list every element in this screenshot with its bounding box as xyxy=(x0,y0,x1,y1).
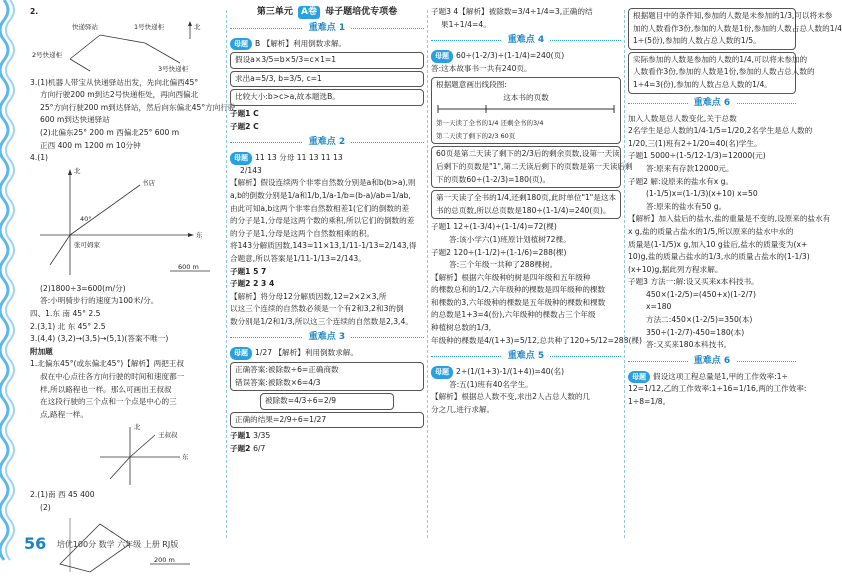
m2-line-5: 的分子是1,分母是这两个自然数相乘的积。 xyxy=(230,228,374,238)
c4b-line-2: x g,盐的质量占盐水的1/5,所以原来的盐水中水的 xyxy=(628,226,794,236)
east-label-3: 东 xyxy=(182,453,189,462)
m4b-line-6: 年级种的棵数是4/(1+3)=5/12,总共种了120÷5/12=288(棵) xyxy=(431,335,642,345)
analysis1-line-3: 1÷(5份),参加的人数占总人数的1/5。 xyxy=(633,36,761,46)
col1-line-a: (2)1800÷3=600(m/分) xyxy=(40,283,126,293)
m1-answer: B 【解析】利用倒数求解。 xyxy=(255,38,347,48)
col1-line-k: 2.(1)南 西 45 400 xyxy=(30,490,95,500)
box5-line: 被除数=4/3÷6=2/9 xyxy=(265,396,337,406)
c4-line-3: 1/20,三(1)班有2÷1/20=40(名)学生。 xyxy=(628,138,762,148)
analysis2-line-3: 1÷4=3(份),参加的人数占总人数的1/4。 xyxy=(633,79,772,89)
col1-line-h: 样,所以路程也一样。那么可画出王叔叔 xyxy=(40,384,172,394)
m3-sub-2 xyxy=(230,443,424,456)
wang-route-diagram xyxy=(30,421,223,489)
c4-sub-2b: (1-1/5)x=(1-1/3)(x+10) x=50 xyxy=(646,189,758,199)
wang-label: 王叔叔 xyxy=(158,431,178,440)
explain2-line-1: 第一天读了全书的1/4,还剩180页,此时单位"1"是这本 xyxy=(436,193,617,203)
solution-box-6 xyxy=(230,412,424,429)
scale-label: 600 m xyxy=(178,262,199,271)
m4b-line-4: 的总数是1+3=4(份),六年级种的棵数占三个年级 xyxy=(431,310,596,320)
m2-line-7: 合题意,所以答案是1/11-1/13=2/143。 xyxy=(230,253,366,263)
box4-line-2: 错误答案:被除数×6=4/3 xyxy=(235,377,321,387)
c4-sub-3e: 350÷(1-2/7)-450=180(本) xyxy=(646,327,745,337)
series-name: 培优100分 xyxy=(56,539,97,549)
c4-sub-1: 子题1 5000÷(1-5/12-1/3)=12000(元) xyxy=(628,151,766,161)
m2-sub-2: 子题2 2 3 4 xyxy=(230,279,275,289)
mother-question-badge-4: 母题 xyxy=(431,50,453,63)
c4-line-2: 2名学生是总人数的1/4-1/5=1/20,2名学生是总人数的 xyxy=(628,126,813,136)
segment-day2: 第二天读了剩下的2/3 60页 xyxy=(436,131,516,140)
box4-line-1: 正确答案:被除数÷6=正确商数 xyxy=(235,365,339,375)
m4b-line-2: 的棵数总和的1/2,六年级种的棵数是四年级种的棵数 xyxy=(431,285,606,295)
unit-subtitle: 母子题培优专项卷 xyxy=(325,7,398,17)
page-number: 56 xyxy=(24,534,47,553)
box2-line: 求出a=5/3, b=3/5, c=1 xyxy=(235,73,322,83)
m4-line-1: 60÷(1-2/3)÷(1-1/4)=240(页) xyxy=(456,51,565,61)
unit-number: 第三单元 xyxy=(256,7,293,17)
section-header-6b: 重难点 6 xyxy=(628,355,796,369)
solution-box-1 xyxy=(230,52,424,69)
subject-name: 数学 xyxy=(98,539,115,549)
q4-line: 4.(1) xyxy=(30,153,49,163)
m2b-line-1: 【解析】将分母12分解质因数,12=2×2×3,所 xyxy=(230,291,387,301)
bonus-heading: 附加题 xyxy=(30,346,53,356)
box1-line: 假设a×3/5=b×5/3=c×1=1 xyxy=(235,55,337,65)
express-station-label: 快递驿站 xyxy=(72,22,98,31)
explain1-line-3: 下的页数60÷(1-2/3)=180(页)。 xyxy=(436,174,551,184)
c4b-line-3: 质量是(1-1/5)x g,加入10 g盐后,盐水的质量变为(x+ xyxy=(628,239,808,249)
explain1-line-2: 后剩下的页数是"1",第二天读后剩下的页数是第一天读后剩 xyxy=(436,161,633,171)
analysis-box-1 xyxy=(628,8,842,50)
analysis1-line-1: 根据题目中的条件知,参加的人数是未参加的1/3,可以将未参 xyxy=(633,11,833,20)
express-route-diagram xyxy=(30,19,223,77)
volume-name: 上册 xyxy=(143,539,160,549)
column-2 xyxy=(230,6,424,538)
column-divider-3 xyxy=(624,10,625,538)
col1-line-b: 答:小明骑步行的速度为100米/分。 xyxy=(40,296,159,306)
m2b-line-2: 以这三个连续的自然数必须是一个有2和3,2和3的倒 xyxy=(230,304,404,314)
c4-sub-3f: 答:又买来180本科技书。 xyxy=(646,340,732,350)
c4-line-1: 加入人数是总人数变化,关于总数 xyxy=(628,113,737,123)
column-divider-2 xyxy=(427,10,428,538)
col1-line-i: 在这段行驶的三个点和一个点是中心的三 xyxy=(40,397,177,407)
m2-line-3: 由此可知a,b这两个非零自然数相差1(它们的倒数的差 xyxy=(230,203,410,213)
unit-title xyxy=(230,6,424,19)
north-label-3: 北 xyxy=(134,423,141,432)
column-divider-1 xyxy=(226,10,227,538)
mother-question-badge-6: 母题 xyxy=(628,371,650,384)
col1-line-j: 点,路程一样。 xyxy=(40,409,88,419)
line-segment-box xyxy=(431,77,621,144)
c4-sub-3c: x=180 xyxy=(646,302,672,312)
explain2-line-2: 书的总页数,所以总页数是180÷(1-1/4)=240(页)。 xyxy=(436,205,611,215)
m4-sub-2b: 答:三个年级一共种了288棵树。 xyxy=(449,260,558,270)
m4-sub-2: 子题2 120÷(1-1/2)÷(1-1/6)=288(棵) xyxy=(431,247,567,257)
q3-line-3: 25°方向行驶200 m到达驿站，然后向东偏北45°方向行驶 xyxy=(40,102,236,112)
m3-sub-1 xyxy=(230,430,424,443)
section-header-2: 重难点 2 xyxy=(230,136,424,150)
mother-question-badge-3: 母题 xyxy=(230,347,252,360)
wang-map-svg xyxy=(30,421,223,489)
analysis1-line-2: 加的人数看作3份,参加的人数是1份,参加的人数占总人数的1/4 xyxy=(633,23,842,33)
q3-line-4: 600 m到达快递驿站 xyxy=(40,115,110,125)
solution-box-2 xyxy=(230,71,424,88)
m4-sub-1: 子题1 12÷(1-3/4)÷(1-1/4)=72(棵) xyxy=(431,222,557,232)
c4b-line-1: 【解析】加入盐后的盐水,盐的重量是不变的,设原来的盐水有 xyxy=(628,214,831,224)
m6-line-2: 12=1/12,乙的工作效率:1÷16=1/16,两的工作效率: xyxy=(628,384,807,394)
mother-question-badge-2: 母题 xyxy=(230,152,252,165)
m6-line-1: 假设这项工程总量是1,甲的工作效率:1÷ xyxy=(653,371,788,381)
bookstore-label: 书店 xyxy=(142,178,155,187)
east-label: 东 xyxy=(196,230,203,239)
m2-sub-1: 子题1 5 7 xyxy=(230,266,267,276)
explain-box-1 xyxy=(431,146,633,188)
mother-question-badge: 母题 xyxy=(230,38,252,51)
home-label: 张可姆家 xyxy=(74,240,100,249)
col1-line-g: 叔在中心点往各方向行驶的时间和速度都一 xyxy=(40,371,185,381)
m5-answer: 2÷(1/(1+3)-1/(1+4))=40(名) xyxy=(456,367,565,377)
c4b-line-4: 10)g,盐的质量占盐水的1/3,水的质量占盐水的(1-1/3) xyxy=(628,252,810,262)
q3-line-2: 方向行驶200 m到达2号快递柜处，再向西偏北 xyxy=(40,90,199,100)
cabinet-2-label: 2号快递柜 xyxy=(32,50,63,59)
m5-line-2: 分之几,进行求解。 xyxy=(431,405,495,415)
m5-conclusion: 答:五(1)班有40名学生。 xyxy=(449,379,533,389)
m3-sub-2-value: 6/7 xyxy=(253,444,266,454)
scale-label-3: 200 m xyxy=(154,556,175,565)
north-label: 北 xyxy=(194,22,201,31)
segment-bar xyxy=(436,105,616,113)
section-header-5: 重难点 5 xyxy=(431,350,621,364)
z3-line: 子题3 4【解析】被除数=3/4÷1/4=3,正确的结 xyxy=(431,7,593,16)
unit-badge: A卷 xyxy=(298,6,320,19)
mother-question-badge-5: 母题 xyxy=(431,366,453,379)
explain-box-2 xyxy=(431,190,621,219)
sub-question-1: 子题1 C xyxy=(230,108,259,118)
m3-sub-1-label: 子题1 xyxy=(230,431,251,441)
m2b-line-3: 数分别是1/2和1/3,所以这三个连续的自然数是2,3,4。 xyxy=(230,316,413,326)
solution-box-4 xyxy=(230,362,424,391)
m4-sub-1b: 答:该小学六(1)班原计划植树72棵。 xyxy=(449,234,571,244)
c4-sub-2c: 答:原来的盐水有50 g。 xyxy=(646,201,727,211)
analysis2-line-2: 人数看作3份,参加的人数是1份,参加的人数占总人数的 xyxy=(633,67,815,77)
m4b-line-3: 和棵数的3,六年级种的棵数是五年级种的棵数和棵数 xyxy=(431,297,606,307)
c4-sub-2: 子题2 解:设原来的盐水有x g。 xyxy=(628,176,734,186)
solution-box-3 xyxy=(230,89,424,106)
m4b-line-1: 【解析】根据六年级种的树是四年级和五年级种 xyxy=(431,272,591,282)
question-2-number: 2. xyxy=(30,7,39,16)
z3-line-2: 果1÷1/4=4。 xyxy=(441,19,491,29)
m3-sub-1-value: 3/35 xyxy=(253,431,271,441)
angle-label: 40° xyxy=(80,214,92,223)
col1-line-f: 1.北偏东45°(或东偏北45°)【解析】两把王叔 xyxy=(30,359,184,369)
column-4 xyxy=(628,6,842,538)
north-label-2: 北 xyxy=(74,166,81,175)
analysis-box-2 xyxy=(628,52,815,94)
m4-line-2: 答:这本故事书一共有240页。 xyxy=(431,63,532,73)
m2-line-1: 【解析】假设连续两个非零自然数分别是a和b(b>a),则 xyxy=(230,178,416,188)
m2-line-2: a,b的倒数分别是1/a和1/b,1/a-1/b=(b-a)/ab=1/ab, xyxy=(230,190,411,200)
page-footer xyxy=(24,534,179,553)
box3-line: 比较大小:b>c>a,故本题选B。 xyxy=(235,92,340,102)
sub-question-2: 子题2 C xyxy=(230,121,259,131)
segment-total: 这本书的页数 xyxy=(503,92,549,102)
m6-line-3: 1÷8=1/8。 xyxy=(628,397,671,407)
box6-line: 正确的结果=2/9÷6=1/27 xyxy=(235,414,327,424)
decorative-wave-border xyxy=(0,0,16,560)
col1-line-e: 3.(4,4) (3,2)→(3,5)→(5,1)(答案不唯一) xyxy=(30,334,169,344)
bookstore-diagram xyxy=(30,165,223,283)
edition-name: RJ版 xyxy=(162,539,179,549)
c4-sub-3d: 方法二:450×(1-2/5)=350(本) xyxy=(646,315,753,325)
m2-fraction: 2/143 xyxy=(240,165,262,175)
m2-answer: 11 13 分母 11 13 11 13 xyxy=(255,153,343,163)
c4b-line-5: (x+10)g,据此列方程求解。 xyxy=(628,264,723,274)
m4b-line-5: 种植树总数的1/3, xyxy=(431,323,492,333)
m3-answer: 1/27 【解析】利用倒数求解。 xyxy=(255,348,358,358)
col1-line-c: 四、1.东 南 45° 2.5 xyxy=(30,308,101,318)
section-header-1: 重难点 1 xyxy=(230,22,424,36)
column-3 xyxy=(431,6,642,538)
c4-sub-1b: 答:原来有存款12000元。 xyxy=(646,163,734,173)
segment-day1: 第一天读了全书的1/4 还剩全书的3/4 xyxy=(436,119,544,128)
analysis2-line-1: 实际参加的人数是参加的人数的1/4,可以将未参加的 xyxy=(633,54,808,64)
q3-line-5: (2)北偏东25° 200 m 西偏北25° 600 m xyxy=(40,127,180,137)
col1-line-d: 2.(3,1) 北 东 45° 2.5 xyxy=(30,321,106,331)
q3-line-6: 正西 400 m 1200 m 10分钟 xyxy=(40,140,141,150)
c4-sub-3: 子题3 方法一:解:设又买来x本科技书。 xyxy=(628,277,759,287)
c4-sub-3b: 450×(1-2/5)=(450+x)(1-2/7) xyxy=(646,289,756,299)
m2-line-6: 将143分解质因数,143=11×13,1/11-1/13=2/143,得 xyxy=(230,241,417,251)
segment-box-title: 根据题意画出线段图: xyxy=(436,80,507,90)
grade-name: 六年级 xyxy=(117,539,142,549)
section-header-3: 重难点 3 xyxy=(230,331,424,345)
m2-line-4: 的分子是1,分母是这两个数的乘积,所以它们的倒数的差 xyxy=(230,216,415,226)
q3-line-1: 3.(1)机器人带宝从快递驿站出发，先向北偏西45° xyxy=(30,77,199,87)
section-header-6a: 重难点 6 xyxy=(628,97,796,111)
explain1-line-1: 60页是第二天读了剩下的2/3后的剩余页数,设第一天读 xyxy=(436,149,620,159)
section-header-4: 重难点 4 xyxy=(431,34,621,48)
solution-box-5 xyxy=(260,393,394,410)
m3-sub-2-label: 子题2 xyxy=(230,444,251,454)
m5-line-1: 【解析】根据总人数不变,求出2人占总人数的几 xyxy=(431,392,591,402)
col1-line-l: (2) xyxy=(40,502,51,512)
cabinet-3-label: 3号快递柜 xyxy=(158,64,189,73)
cabinet-1-label: 1号快递柜 xyxy=(134,22,165,31)
